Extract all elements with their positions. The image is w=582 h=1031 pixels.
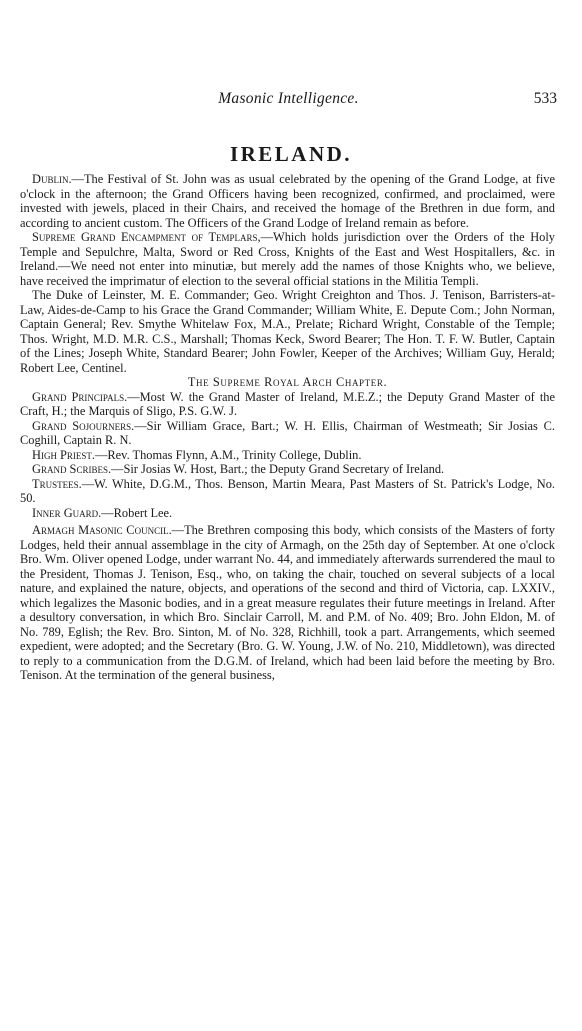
- article-body: [20, 172, 555, 683]
- paragraph-lead: Armagh Masonic Council.: [32, 523, 172, 537]
- section-title: IRELAND.: [229, 142, 353, 166]
- entry-lead: High Priest.: [32, 447, 96, 462]
- chapter-heading: The Supreme Royal Arch Chapter.: [187, 375, 388, 389]
- entry-text: —W. White, D.G.M., Thos. Benson, Martin Meara, Past Masters of St. Patrick's Lodge, No. 50.: [20, 476, 555, 505]
- chapter-entry: [20, 477, 555, 506]
- paragraph-officers: [20, 288, 555, 375]
- running-head: [20, 90, 557, 112]
- paragraph-text: —The Festival of St. John was as usual celebrated by the opening of the Grand Lodge, at five o'clock in the afternoon; the Grand Officers having been recognized, confirmed, and proclaimed, were invested with jewels, placed in their Chairs, and received the homage of the Brethren in due form, and according to ancient custom. The Officers of the Grand Lodge of Ireland remain as before.: [20, 172, 555, 230]
- entry-lead: Grand Principals.: [32, 389, 128, 404]
- paragraph-armagh: [20, 523, 555, 683]
- entry-text: —Sir Josias W. Host, Bart.; the Deputy Grand Secretary of Ireland.: [111, 462, 445, 476]
- entry-lead: Grand Scribes.: [32, 462, 112, 476]
- paragraph-lead: Supreme Grand Encampment of Templars,: [32, 230, 261, 244]
- chapter-entry: [20, 390, 555, 419]
- entry-text: —Sir William Grace, Bart.; W. H. Ellis, Chairman of Westmeath; Sir Josias C. Coghill, Captain R. N.: [20, 418, 555, 447]
- chapter-entry: [20, 462, 555, 477]
- running-title: Masonic Intelligence.: [218, 90, 359, 107]
- page-number: 533: [533, 90, 557, 107]
- entry-lead: Inner Guard.: [32, 505, 102, 520]
- chapter-entry: [20, 419, 555, 448]
- chapter-entry: [20, 506, 555, 521]
- paragraph-text: The Duke of Leinster, M. E. Commander; Geo. Wright Creighton and Thos. J. Tenison, Barristers-at-Law, Aides-de-Camp to his Grace the Grand Commander; William White, E. Depute Com.; John Norman, Captain General; Rev. Smythe Whitelaw Fox, M.A., Prelate; Richard Wright, Constable of the Temple; Thos. Wright, M.D. M.R. C.S., Marshall; Thomas Keck, Sword Bearer; The Hon. T. F. W. Butler, Captain of the Lines; Joseph White, Standard Bearer; John Fowler, Keeper of the Archives; William Guy, Herald; Robert Lee, Centinel.: [20, 288, 555, 375]
- entry-lead: Trustees.: [32, 476, 82, 491]
- chapter-entry: [20, 448, 555, 463]
- entry-lead: Grand Sojourners.: [32, 418, 135, 433]
- paragraph-text: —The Brethren composing this body, which consists of the Masters of forty Lodges, held their annual assemblage in the city of Armagh, on the 25th day of September. At one o'clock Bro. Wm. Oliver opened Lodge, under warrant No. 44, and immediately afterwards surrendered the maul to the President, Thomas J. Tenison, Esq., who, on taking the chair, touched on several subjects of a local nature, and explained the nature, objects, and operations of the second and third of Victoria, cap. LXXIV., which legalizes the Masonic bodies, and in a great measure regulates their future meetings in Ireland. After a desultory conversation, in which Bro. Sinclair Carroll, M. and P.M. of No. 409; Bro. John Eldon, M. of No. 789, Eglish; the Rev. Bro. Sinton, M. of No. 328, Richhill, took a part. Arrangements, which seemed expedient, were adopted; and the Secretary (Bro. G. W. Young, J.W. of No. 210, Middletown), was directed to reply to a communication from the D.G.M. of Ireland, which had been laid before the meeting by Bro. Tenison. At the termination of the general business,: [20, 523, 555, 682]
- paragraph-templars: [20, 230, 555, 288]
- entry-text: —Rev. Thomas Flynn, A.M., Trinity College, Dublin.: [95, 447, 362, 462]
- entry-text: —Most W. the Grand Master of Ireland, M.E.Z.; the Deputy Grand Master of the Craft, H.; the Marquis of Sligo, P.S. G.W. J.: [20, 389, 556, 418]
- paragraph-text: —Which holds jurisdiction over the Orders of the Holy Temple and Sepulchre, Malta, Sword or Red Cross, Knights of the East and West Hospitallers, &c. in Ireland.—We need not enter into minutiæ, but merely add the names of those Knights who, we believe, have received the imprimatur of election to the several official stations in the Militia Templi.: [20, 230, 555, 288]
- paragraph-lead: Dublin.: [32, 172, 72, 186]
- paragraph-dublin: [20, 172, 555, 230]
- entry-text: —Robert Lee.: [101, 505, 173, 520]
